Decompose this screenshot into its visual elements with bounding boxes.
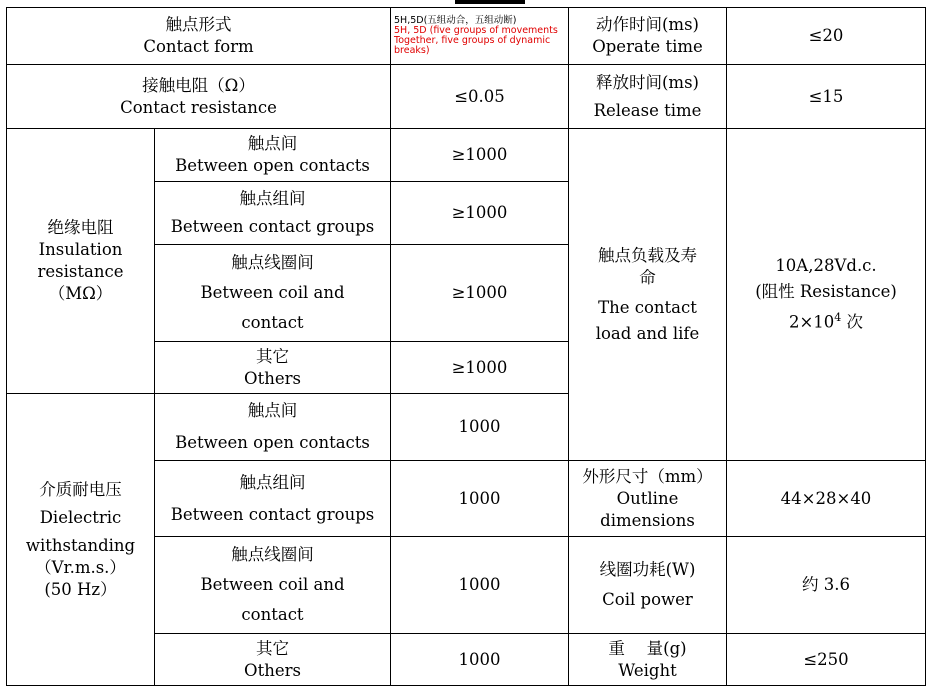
coil-power-value: 约 3.6 [727, 537, 926, 634]
cut-off-text-fragment [455, 0, 525, 4]
row-contact-form [7, 8, 926, 65]
dielectric-value-open-contacts: 1000 [391, 394, 569, 461]
insulation-value-coil-contact: ≥1000 [391, 245, 569, 342]
release-time-value: ≤15 [727, 65, 926, 129]
dielectric-item-others: 其它 Others [155, 634, 391, 686]
dielectric-item-coil-contact: 触点线圈间 Between coil and contact [155, 537, 391, 634]
relay-spec-table [6, 7, 926, 686]
weight-label: 重 量(g) Weight [569, 634, 727, 686]
outline-value: 44×28×40 [727, 461, 926, 537]
row-insulation-1 [7, 129, 926, 182]
row-contact-resistance [7, 65, 926, 129]
operate-time-label: 动作时间(ms) Operate time [569, 8, 727, 65]
contact-form-value: 5H,5D(五组动合，五组动断) 5H, 5D (five groups of movements Together, five groups of dynamic breaks) [391, 8, 569, 65]
operate-time-value: ≤20 [727, 8, 926, 65]
load-life-label: 触点负载及寿 命 The contact load and life [569, 129, 727, 461]
release-time-label: 释放时间(ms) Release time [569, 65, 727, 129]
insulation-item-contact-groups: 触点组间 Between contact groups [155, 182, 391, 245]
dielectric-label: 介质耐电压 Dielectric withstanding （Vr.m.s.） (50 Hz） [7, 394, 155, 686]
dielectric-item-open-contacts: 触点间 Between open contacts [155, 394, 391, 461]
insulation-value-others: ≥1000 [391, 342, 569, 394]
contact-form-label: 触点形式 Contact form [7, 8, 391, 65]
weight-value: ≤250 [727, 634, 926, 686]
insulation-value-open-contacts: ≥1000 [391, 129, 569, 182]
insulation-item-others: 其它 Others [155, 342, 391, 394]
dielectric-item-contact-groups: 触点组间 Between contact groups [155, 461, 391, 537]
contact-resistance-label: 接触电阻（Ω） Contact resistance [7, 65, 391, 129]
insulation-item-open-contacts: 触点间 Between open contacts [155, 129, 391, 182]
outline-label: 外形尺寸（mm） Outline dimensions [569, 461, 727, 537]
dielectric-value-coil-contact: 1000 [391, 537, 569, 634]
coil-power-label: 线圈功耗(W) Coil power [569, 537, 727, 634]
contact-resistance-value: ≤0.05 [391, 65, 569, 129]
dielectric-value-others: 1000 [391, 634, 569, 686]
dielectric-value-contact-groups: 1000 [391, 461, 569, 537]
insulation-label: 绝缘电阻 Insulation resistance （MΩ） [7, 129, 155, 394]
insulation-value-contact-groups: ≥1000 [391, 182, 569, 245]
load-life-value: 10A,28Vd.c. (阻性 Resistance) $2\times 10^4$ 次 [727, 129, 926, 461]
load-life-cycles: $2\times 10^4$ 次 [788, 311, 864, 332]
insulation-item-coil-contact: 触点线圈间 Between coil and contact [155, 245, 391, 342]
